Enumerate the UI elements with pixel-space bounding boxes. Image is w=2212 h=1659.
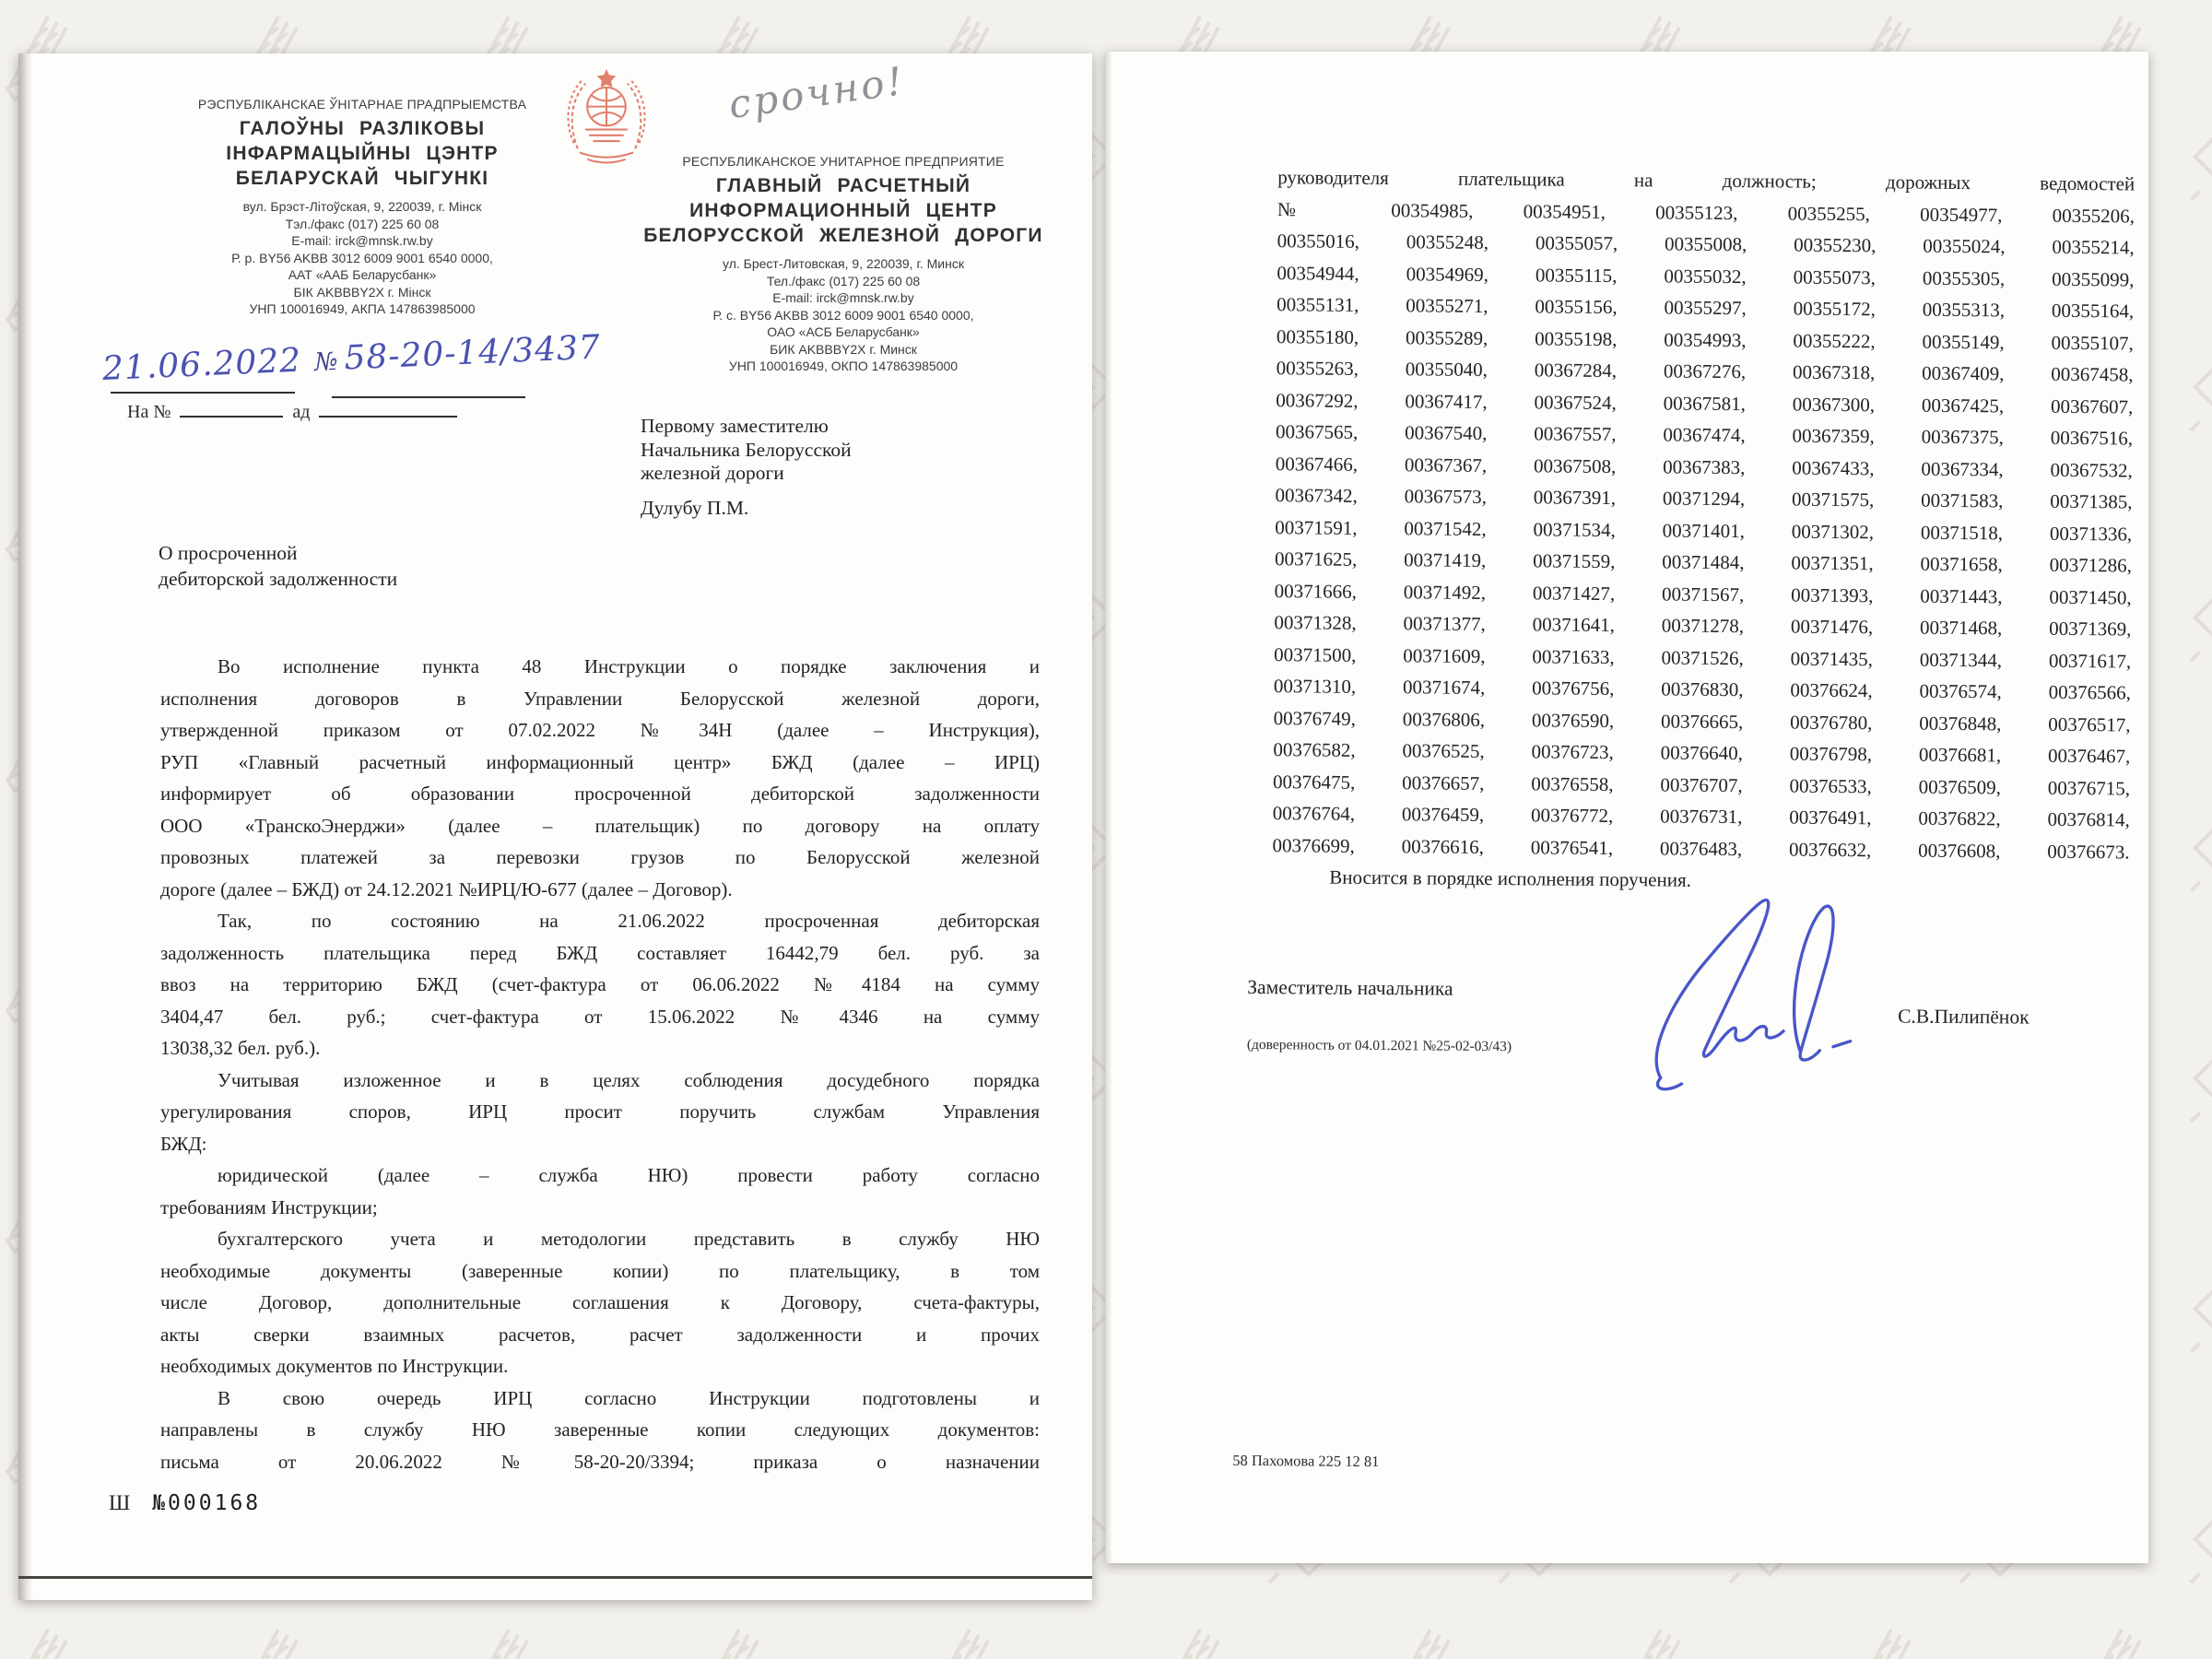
- waybill-number-line: 00355180, 00355289, 00355198, 00354993, 00355222, 00355149, 00355107,: [1276, 324, 2134, 354]
- body-line: исполнения договоров в Управлении Белорусской железной дороги,: [160, 687, 1040, 710]
- addressee-lines: [641, 415, 852, 486]
- subject-line: О просроченной: [159, 542, 298, 564]
- reply-date-blank: [319, 402, 457, 418]
- body-line: Так, по состоянию на 21.06.2022 просроченная дебиторская: [218, 910, 1040, 932]
- org-type-ru: РЕСПУБЛИКАНСКОЕ УНИТАРНОЕ ПРЕДПРИЯТИЕ: [682, 154, 1005, 169]
- scan-edge-line: [18, 1576, 1092, 1579]
- page-left-edge-shadow: [18, 53, 33, 1600]
- body-line: БЖД:: [160, 1132, 207, 1155]
- waybill-number-line: 00367565, 00367540, 00367557, 00367474, 00367359, 00367375, 00367516,: [1275, 420, 2134, 450]
- org-name-line: ГАЛОЎНЫ РАЗЛІКОВЫ: [239, 118, 486, 139]
- form-line-date: [111, 392, 295, 394]
- body-line: РУП «Главный расчетный информационный центр» БЖД (далее – ИРЦ): [160, 750, 1040, 773]
- waybill-number-line: 00371328, 00371377, 00371641, 00371278, 00371476, 00371468, 00371369,: [1274, 611, 2132, 641]
- waybill-number-line: 00367292, 00367417, 00367524, 00367581, 00367300, 00367425, 00367607,: [1276, 388, 2134, 418]
- addressee-name: Дулубу П.М.: [641, 496, 749, 519]
- signer-name: С.В.Пилипёнок: [1898, 1005, 2030, 1029]
- letterhead-ru-details: [567, 255, 1120, 375]
- waybill-number-line: 00371591, 00371542, 00371534, 00371401, 00371302, 00371518, 00371336,: [1275, 515, 2133, 545]
- org-name-line: ИНФОРМАЦИОННЫЙ ЦЕНТР: [689, 200, 997, 221]
- waybill-number-line: 00371625, 00371419, 00371559, 00371484, 00371351, 00371658, 00371286,: [1274, 547, 2133, 577]
- subject-block: [159, 540, 397, 592]
- waybill-number-line: 00371666, 00371492, 00371427, 00371567, 00371393, 00371443, 00371450,: [1274, 579, 2132, 608]
- waybill-number-line: 00355016, 00355248, 00355057, 00355008, 00355230, 00355024, 00355214,: [1277, 229, 2135, 259]
- letterhead-detail-line: УНП 100016949, АКПА 147863985000: [249, 301, 476, 316]
- number-sign: №: [313, 347, 340, 377]
- handwritten-ref-line: [101, 328, 601, 388]
- letterhead-detail-line: Тэл./факс (017) 225 60 08: [285, 216, 440, 231]
- reply-number-blank: [180, 402, 283, 418]
- letterhead-detail-line: БИК AKBBBY2X г. Минск: [770, 341, 917, 357]
- body-line: Учитывая изложенное и в целях соблюдения досудебного порядка: [218, 1068, 1040, 1091]
- form-line-number: [332, 396, 525, 398]
- org-name-line: ГЛАВНЫЙ РАСЧЕТНЫЙ: [715, 175, 971, 196]
- body-line: требованиям Инструкции;: [160, 1195, 378, 1218]
- closing-line: Вносится в порядке исполнения поручения.: [1329, 865, 1692, 891]
- letterhead-detail-line: ул. Брест-Литовская, 9, 220039, г. Минск: [723, 256, 964, 271]
- letterhead-detail-line: E-mail: irck@mnsk.rw.by: [772, 290, 914, 305]
- body-line: ввоз на территорию БЖД (счет-фактура от 06.06.2022 №4184 на сумму: [160, 973, 1040, 995]
- handwritten-urgent-note: срочно!: [725, 57, 909, 128]
- org-type-by: РЭСПУБЛІКАНСКАЕ ЎНІТАРНАЕ ПРАДПРЫЕМСТВА: [197, 97, 527, 112]
- body-line: направлены в службу НЮ заверенные копии следующих документов:: [160, 1418, 1040, 1441]
- page2-content: [1093, 52, 2148, 1571]
- org-name-line: ІНФАРМАЦЫЙНЫ ЦЭНТР: [226, 143, 499, 164]
- body-line: задолженность плательщика перед БЖД составляет 16442,79 бел. руб. за: [160, 941, 1040, 964]
- letterhead-detail-line: УНП 100016949, ОКПО 147863985000: [728, 359, 959, 373]
- waybill-number-line: руководителя плательщика на должность; дорожных ведомостей: [1277, 166, 2136, 195]
- power-of-attorney-note: (доверенность от 04.01.2021 №25-02-03/43): [1246, 1036, 1512, 1055]
- org-name-ru: [567, 173, 1120, 248]
- body-line: Во исполнение пункта 48 Инструкции о порядке заключения и: [218, 655, 1040, 677]
- org-name-line: БЕЛОРУССКОЙ ЖЕЛЕЗНОЙ ДОРОГИ: [643, 225, 1043, 246]
- addressee-line: Первому заместителю: [641, 415, 829, 437]
- letterhead-detail-line: Р. с. BY56 AKBB 3012 6009 9001 6540 0000,: [712, 307, 974, 323]
- addressee-line: Начальника Белорусской: [641, 438, 852, 461]
- waybill-number-line: 00371310, 00371674, 00376756, 00376830, 00376624, 00376574, 00376566,: [1273, 675, 2131, 704]
- letterhead-detail-line: Тел./факс (017) 225 60 08: [766, 273, 921, 288]
- body-line: числе Договор, дополнительные соглашения к Договору, счета-фактуры,: [160, 1291, 1040, 1313]
- body-line: В свою очередь ИРЦ согласно Инструкции подготовлены и: [218, 1386, 1040, 1409]
- reply-ref-line: [127, 402, 457, 423]
- reply-date-label: ад: [292, 402, 311, 422]
- waybill-number-line: 00376475, 00376657, 00376558, 00376707, 00376533, 00376509, 00376715,: [1273, 770, 2131, 799]
- body-line: провозных платежей за перевозки грузов по Белорусской железной: [160, 846, 1040, 868]
- letter-page-1: [18, 53, 1092, 1600]
- waybill-number-line: 00354944, 00354969, 00355115, 00355032, 00355073, 00355305, 00355099,: [1277, 261, 2135, 290]
- waybill-number-line: 00376749, 00376806, 00376590, 00376665, 00376780, 00376848, 00376517,: [1273, 706, 2131, 735]
- waybill-number-line: 00371500, 00371609, 00371633, 00371526, 00371435, 00371344, 00371617,: [1274, 642, 2132, 672]
- stamp-number: №000168: [152, 1491, 262, 1515]
- stamp-letter: Ш: [109, 1491, 131, 1514]
- letterhead-detail-line: Р. р. BY56 AKBB 3012 6009 9001 6540 0000,: [231, 250, 493, 265]
- signature-ink-icon: [1631, 889, 1882, 1112]
- body-line: 3404,47 бел. руб.; счет-фактура от 15.06.2022 №4346 на сумму: [160, 1005, 1040, 1028]
- letterhead-detail-line: ААТ «ААБ Беларусбанк»: [288, 267, 437, 282]
- form-number-stamp: [109, 1491, 261, 1515]
- waybill-number-line: № 00354985, 00354951, 00355123, 00355255, 00354977, 00355206,: [1277, 197, 2136, 227]
- letterhead-by-details: [90, 198, 634, 318]
- executor-footer: 58 Пахомова 225 12 81: [1232, 1451, 1380, 1471]
- handwritten-date: 21.06.2022: [101, 341, 302, 388]
- addressee-block: [641, 415, 852, 520]
- letterhead-detail-line: БІК AKBBBY2X г. Мінск: [293, 284, 431, 300]
- letter-body: [160, 651, 1040, 1477]
- reply-label: На №: [127, 402, 171, 422]
- addressee-line: железной дороги: [641, 462, 784, 484]
- waybill-number-line: 00355263, 00355040, 00367284, 00367276, 00367318, 00367409, 00367458,: [1276, 357, 2134, 386]
- org-name-by: [90, 116, 634, 191]
- body-line: ООО «ТранскоЭнерджи» (далее – плательщик) по договору на оплату: [160, 814, 1040, 837]
- org-name-line: БЕЛАРУСКАЙ ЧЫГУНКІ: [235, 168, 489, 189]
- body-line: акты сверки взаимных расчетов, расчет задолженности и прочих: [160, 1323, 1040, 1346]
- body-line: урегулирования споров, ИРЦ просит поручить службам Управления: [160, 1100, 1040, 1123]
- subject-line: дебиторской задолженности: [159, 568, 398, 590]
- body-line: утвержденной приказом от 07.02.2022 №34Н (далее – Инструкция),: [160, 719, 1040, 741]
- body-line: письма от 20.06.2022 №58-20-20/3394; приказа о назначении: [160, 1450, 1040, 1473]
- body-line: необходимые документы (заверенные копии) по плательщику, в том: [160, 1259, 1040, 1282]
- waybill-number-line: 00355131, 00355271, 00355156, 00355297, 00355172, 00355313, 00355164,: [1277, 293, 2135, 323]
- letterhead-detail-line: E-mail: irck@mnsk.rw.by: [291, 233, 433, 248]
- signer-title: Заместитель начальника: [1247, 975, 1453, 1000]
- waybill-number-line: 00376699, 00376616, 00376541, 00376483, 00376632, 00376608, 00376673.: [1272, 833, 2130, 863]
- letterhead-detail-line: вул. Брэст-Літоўская, 9, 220039, г. Мінск: [242, 199, 482, 214]
- waybill-number-line: 00367342, 00367573, 00367391, 00371294, 00371575, 00371583, 00371385,: [1275, 484, 2133, 513]
- body-line: юридической (далее – служба НЮ) провести работу согласно: [218, 1164, 1040, 1186]
- body-line: дороге (далее – БЖД) от 24.12.2021 №ИРЦ/Ю-677 (далее – Договор).: [160, 877, 733, 900]
- handwritten-number: 58-20-14/3437: [343, 328, 602, 378]
- waybill-number-line: 00376764, 00376459, 00376772, 00376731, 00376491, 00376822, 00376814,: [1272, 802, 2130, 831]
- letterhead-belarusian: [90, 96, 634, 318]
- body-line: необходимых документов по Инструкции.: [160, 1355, 509, 1377]
- body-line: 13038,32 бел. руб.).: [160, 1037, 321, 1059]
- waybill-number-line: 00367466, 00367367, 00367508, 00367383, 00367433, 00367334, 00367532,: [1275, 452, 2133, 481]
- letter-page-2: [1105, 52, 2148, 1563]
- body-line: информирует об образовании просроченной дебиторской задолженности: [160, 782, 1040, 805]
- body-line: бухгалтерского учета и методологии представить в службу НЮ: [218, 1228, 1040, 1250]
- waybill-number-line: 00376582, 00376525, 00376723, 00376640, 00376798, 00376681, 00376467,: [1273, 738, 2131, 768]
- letterhead-detail-line: ОАО «АСБ Беларусбанк»: [767, 324, 920, 339]
- page2-text-lines: [1272, 161, 2135, 900]
- letterhead-russian: [567, 153, 1120, 375]
